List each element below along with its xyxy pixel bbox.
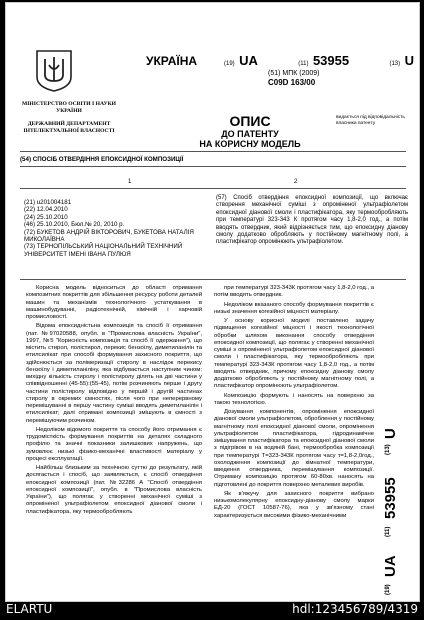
paragraph: Композицію формують і наносять на поверхню за такою технологією. <box>214 392 374 406</box>
publication-note: видається під відповідальність власника патенту <box>336 115 405 126</box>
title-line-2: ДО ПАТЕНТУ <box>221 129 279 139</box>
paragraph: Відома епоксидністьна композиція та спосіб її отримання (пат. №97020588, опубл. в "Промислова власність України", 1997, №5 "Корисність композиція та спосіб її одержання"), що містить стирол, полістирол, перекис бензоїлу, диметиланілін та етилсилікат при способі формування захисного покриття, що здійснюється за полімеризації стиролу в наслідок перекису бензоїлу і диметиланіліну, яка відбувається наступним чином: вихідну кількість стиролу і полістиролу ділять на дві частини у співвідношенні (45-55):(55-45), потім розчиняють перше і другу частини полістиролу відповідно у першій і другій частинах стиролу в окремих ємностях, після чого при неперервному перемішуванні в першу частину суміші вводять диметиланілін і етилсилікат; далі отримані композиції змішують в ємності з перемішуючим розчином. <box>26 323 202 424</box>
side-country-code: UA <box>382 555 399 577</box>
side-document-kind: U <box>382 428 399 439</box>
biblio-field: (21) u201004181 <box>24 199 72 206</box>
biblio-field: (46) 25.10.2010, Бюл.№ 20, 2010 р. <box>24 221 125 229</box>
divider-title <box>20 166 406 167</box>
vertical-patent-label <box>382 333 418 602</box>
code-19: (19) <box>224 61 235 67</box>
column-number-2: 2 <box>294 179 298 185</box>
mpk-label: (51) МПК (2009) <box>268 70 320 77</box>
biblio-field: (73) ТЕРНОПІЛЬСЬКИЙ НАЦІОНАЛЬНИЙ ТЕХНІЧНИЙ УНІВЕРСИТЕТ ІМЕНІ ІВАНА ПУЛЮЯ <box>24 243 183 258</box>
country-name: УКРАЇНА <box>146 54 198 68</box>
side-code-11: (11) <box>385 526 391 537</box>
archive-label: ELARTU <box>6 602 53 616</box>
mpk-value: C09D 163/00 <box>268 78 316 87</box>
patent-claim: (57) Спосіб отвердіння епоксидної композиції, що включає створення механічної суміші з опроміненої ультрафіолетом епоксидної діанової смоли і пластифікатора, яку термообробляють при температурі 323-343 К протягом часу 1,8-2,0 год., а потім вводять отвердник, який відрізняється тим, що епоксидну діанову смолу додатково обробляють у постійному магнітному полі, а пластифікатор опромінюють ультрафіолетом. <box>216 195 408 246</box>
document-title <box>176 113 324 149</box>
column-number-1: 1 <box>128 179 132 185</box>
code-13: (13) <box>389 61 401 67</box>
side-code-13: (13) <box>385 444 391 455</box>
patent-identifier-row <box>224 52 414 70</box>
paragraph: Недоліком відомого покриття та способу його отримання є трудомісткість формування покриттів на деталях складного профілю та значні показники залишкових напружень, що зумовлює низькі фізико-механічні властивості матеріалу у процесі експлуатації. <box>26 426 202 462</box>
divider-top <box>20 151 406 152</box>
document-kind: U <box>404 53 414 68</box>
divider-body <box>20 279 406 280</box>
description-column-right <box>214 285 374 522</box>
paragraph: Дозування компонентів, опромінення епоксидної діанової смоли ультрафіолетом, оброблення у постійному магнітному полі епоксидної діанової смоли, опромінення ультрафіолетом пластифікатора, гідродинамічне змішування пластифікатора та епоксидної діанової смоли з підігрівом в на водяній бані, термообробка композиції при температурі Т=323-343К протягом часу τ=1,8-2,0год., охолодження композиції до кімнатної температури, введення отвердника, перемішування композиції. Отриману композицію протягом 60-80хв. наносять на підготовлені до покриття поверхню металевих виробів. <box>214 409 374 488</box>
trident-emblem-icon <box>34 49 74 93</box>
handle-identifier: hdl:123456789/4319 <box>292 602 418 616</box>
bibliographic-data <box>24 199 204 258</box>
side-patent-number: 53955 <box>382 477 399 519</box>
paragraph: при температурі 323-343К протягом часу 1,8-2,0 год., а потім вводять отвердник. <box>214 285 374 299</box>
classification <box>268 69 320 88</box>
biblio-field: (22) 12.04.2010 <box>24 206 68 214</box>
biblio-field: (72) БУКЕТОВ АНДРІЙ ВІКТОРОВИЧ, БУКЕТОВА НАТАЛІЯ МИКОЛАЇВНА <box>24 228 194 244</box>
title-line-3: НА КОРИСНУ МОДЕЛЬ <box>199 139 301 149</box>
divider-columns <box>20 188 406 189</box>
description-column-left <box>26 285 202 518</box>
code-11: (11) <box>298 61 309 67</box>
title-line-1: ОПИС <box>229 113 271 129</box>
biblio-field: (24) 25.10.2010 <box>24 213 68 221</box>
paragraph: Недоліком вказаного способу формування покриттів є низькі значення когезійної міцності матеріалу. <box>214 301 374 315</box>
patent-page <box>5 2 420 602</box>
patent-number: 53955 <box>312 53 350 68</box>
department-name: ДЕРЖАВНИЙ ДЕПАРТАМЕНТ ІНТЕЛЕКТУАЛЬНОЇ ВЛАСНОСТІ <box>23 121 115 134</box>
issuing-authority <box>14 101 124 135</box>
invention-title: (54) СПОСІБ ОТВЕРДІННЯ ЕПОКСИДНОЇ КОМПОЗИЦІЇ <box>20 156 184 163</box>
paragraph: Корисна модель відноситься до області отримання композитних покриттів для збільшення ресурсу роботи деталей машин та механізмів технологічного устаткування в машинобудуванні, радіотехнічній, хімічній і харчовій промисловості. <box>26 285 202 320</box>
ministry-name: МІНІСТЕРСТВО ОСВІТИ І НАУКИ УКРАЇНИ <box>21 101 117 114</box>
paragraph: У основу корисної моделі поставлено задачу підвищення когезійної міцності і якості технологічної обробки шляхом виконання способу отвердіння епоксидної композиції, що полягає у створенні механічної суміші з опроміненої ультрафіолетом епоксидної діанової смоли і пластифікатора, яку термообробляють при температурі 323-343К протягом часу 1,8-2,0 год., а потім вводять отвердник, причому епоксидну діанову смолу додатково обробляють у постійному магнітному полі, а пластифікатор опромінюють ультрафіолетом. <box>214 318 374 390</box>
country-code: UA <box>239 53 258 68</box>
side-code-19: (19) <box>385 584 391 595</box>
paragraph: Як в'яжучу для захисного покриття вибрано низькомолекулярну епоксидну-діанову смолу марки ЕД-20 (ГОСТ 10587-76), яка у зв'язному стані характеризується високими фізико-механічними <box>214 490 374 519</box>
paragraph: Найбільш близьким за технічною суттю до результату, якій досягається і спосіб, що заявляється, є спосіб отвердіння епоксидної композиції (пат. №32286 А "Спосіб отвердіння епоксидної композиції", опубл. в "Промислова власність України"), що полягає у створенні механічної суміші з опроміненої ультрафіолетом епоксидної діанової смоли і пластифікатора, яку термообробляють <box>26 465 202 515</box>
